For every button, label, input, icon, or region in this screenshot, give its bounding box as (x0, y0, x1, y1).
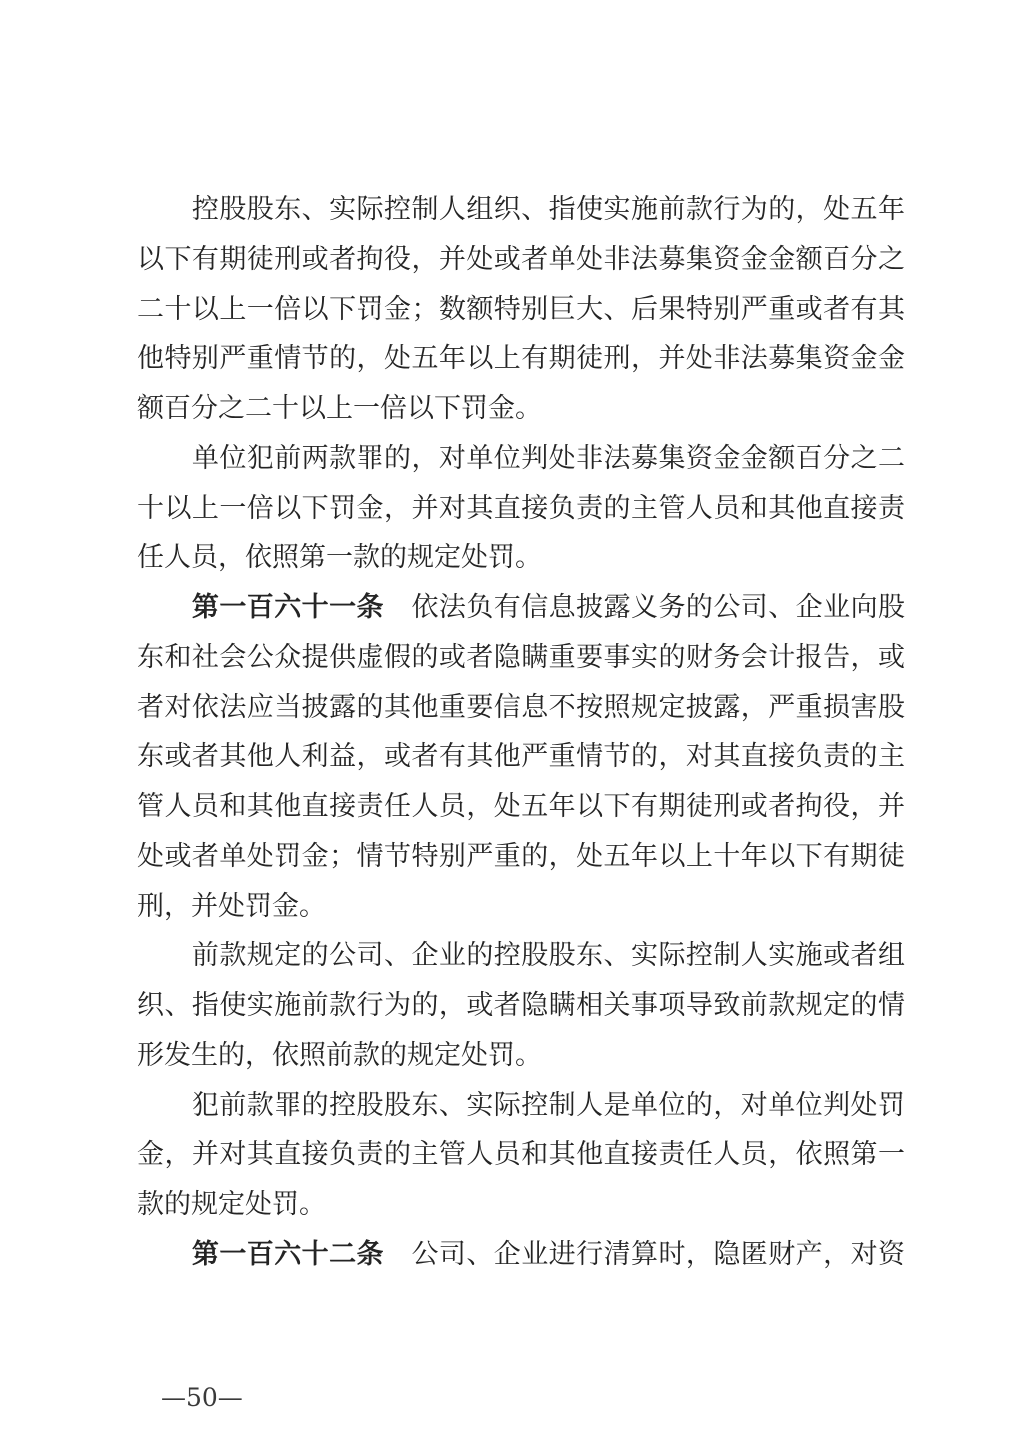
text-line (137, 484, 905, 534)
text-line (137, 931, 905, 981)
text-line (137, 1230, 905, 1280)
text-line (137, 235, 905, 285)
text-run: 刑，并处罚金。 (137, 890, 326, 921)
text-run: 依法负有信息披露义务的公司、企业向股 (384, 592, 906, 622)
text-line (137, 732, 905, 782)
text-line (137, 832, 905, 882)
text-run: 十以上一倍以下罚金，并对其直接负责的主管人员和其他直接责 (137, 492, 905, 523)
text-line (137, 434, 905, 484)
text-run: 处或者单处罚金；情节特别严重的，处五年以上十年以下有期徒 (137, 840, 905, 871)
legal-text-block (137, 185, 905, 1280)
text-run: 犯前款罪的控股股东、实际控制人是单位的，对单位判处罚 (137, 1089, 905, 1120)
text-line (137, 981, 905, 1031)
text-line (137, 683, 905, 733)
text-run: 东和社会公众提供虚假的或者隐瞒重要事实的财务会计报告，或 (137, 641, 905, 672)
text-line (137, 633, 905, 683)
text-run: 任人员，依照第一款的规定处罚。 (137, 542, 542, 573)
text-run: 者对依法应当披露的其他重要信息不按照规定披露，严重损害股 (137, 691, 905, 722)
text-run: 控股股东、实际控制人组织、指使实施前款行为的，处五年 (137, 194, 905, 224)
text-line (137, 533, 905, 583)
text-run: 款的规定处罚。 (137, 1189, 326, 1219)
text-run: 二十以上一倍以下罚金；数额特别巨大、后果特别严重或者有其 (137, 293, 905, 324)
text-run: 额百分之二十以上一倍以下罚金。 (137, 393, 542, 423)
text-run (137, 592, 192, 622)
text-line (137, 1081, 905, 1131)
article-number: 第一百六十二条 (191, 1238, 385, 1269)
text-run: 东或者其他人利益，或者有其他严重情节的，对其直接负责的主 (137, 741, 905, 772)
page-number: —50— (161, 1383, 243, 1412)
text-line (137, 334, 905, 384)
text-run: 单位犯前两款罪的，对单位判处非法募集资金金额百分之二 (137, 442, 905, 473)
text-line (137, 384, 905, 434)
text-line (137, 1031, 905, 1081)
text-run: 金，并对其直接负责的主管人员和其他直接责任人员，依照第一 (137, 1139, 905, 1170)
text-run: 前款规定的公司、企业的控股股东、实际控制人实施或者组 (137, 940, 905, 971)
text-line (137, 782, 905, 832)
text-line (137, 583, 905, 633)
article-number: 第一百六十一条 (191, 592, 385, 622)
text-run (137, 1239, 192, 1269)
text-run: 以下有期徒刑或者拘役，并处或者单处非法募集资金金额百分之 (137, 243, 905, 274)
text-run: 形发生的，依照前款的规定处罚。 (137, 1039, 542, 1070)
text-line (137, 882, 905, 932)
text-run: 公司、企业进行清算时，隐匿财产，对资 (384, 1238, 906, 1269)
text-run: 管人员和其他直接责任人员，处五年以下有期徒刑或者拘役，并 (137, 791, 905, 821)
text-line (137, 1180, 905, 1230)
text-line (137, 1130, 905, 1180)
text-line (137, 185, 905, 235)
text-run: 织、指使实施前款行为的，或者隐瞒相关事项导致前款规定的情 (137, 990, 905, 1020)
text-run: 他特别严重情节的，处五年以上有期徒刑，并处非法募集资金金 (137, 343, 905, 374)
text-line (137, 285, 905, 335)
